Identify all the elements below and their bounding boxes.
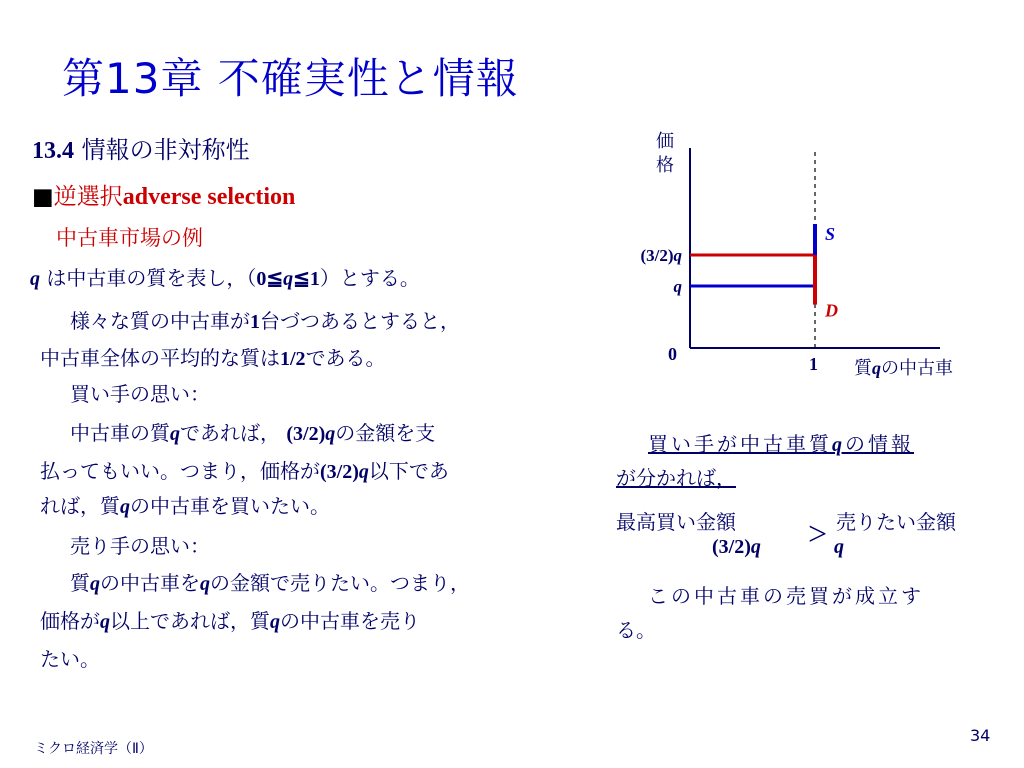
page-number: 34 — [970, 726, 991, 745]
right-line-4 — [712, 534, 761, 559]
x-tick-label: 1 — [809, 354, 818, 374]
body-line-10 — [40, 605, 420, 634]
y-tick-label-0: (3/2)q — [640, 246, 682, 265]
section-heading — [32, 130, 250, 165]
x-axis-label — [854, 358, 953, 379]
market-chart — [600, 120, 1020, 400]
series-label-D: D — [825, 300, 838, 321]
y-tick-label-1: q — [673, 277, 682, 296]
text: の中古車を買いたい。 — [130, 494, 330, 518]
body-line-4: 買い手の思い： — [70, 382, 210, 406]
text: 質 — [70, 571, 90, 595]
var-q: q — [90, 573, 100, 595]
var-q: q — [750, 536, 761, 558]
var-q: q — [120, 496, 130, 518]
right-line-6: る。 — [616, 618, 656, 642]
example-heading: 中古車市場の例 — [56, 226, 203, 250]
var-q: q — [270, 611, 280, 633]
text: である。 — [305, 346, 386, 370]
text: 0≦ — [256, 268, 284, 290]
text: 様々な質の中古車が — [70, 309, 250, 333]
text: の中古車を — [100, 571, 200, 595]
square-bullet-icon: ■ — [32, 184, 54, 210]
y-axis-label-2: 格 — [656, 155, 674, 176]
text: の金額で売りたい。つまり， — [210, 571, 470, 595]
body-line-1 — [30, 262, 420, 291]
body-line-7 — [40, 490, 330, 519]
var-q: q — [100, 611, 110, 633]
text: 買い手が中古車質 — [648, 432, 832, 456]
body-line-5 — [70, 417, 435, 446]
body-line-2 — [70, 305, 460, 334]
greater-than-sign: > — [808, 516, 828, 553]
var-q: q — [358, 461, 369, 483]
var-q: q — [30, 268, 40, 290]
x-axis-label-a: 質 — [854, 358, 872, 379]
section-number: 13.4 — [32, 138, 74, 164]
text: れば，質 — [40, 494, 120, 518]
body-line-9 — [70, 567, 470, 596]
right-line-2: が分かれば， — [616, 466, 736, 490]
text: の金額を支 — [335, 421, 436, 445]
text: 以上であれば，質 — [110, 609, 270, 633]
var-q: q — [283, 268, 294, 290]
var-q: q — [200, 573, 210, 595]
text: 1/2 — [280, 348, 306, 370]
var-q: q — [832, 434, 845, 456]
text: ≦1 — [293, 268, 320, 290]
topic-heading — [32, 178, 295, 211]
origin-label: 0 — [668, 344, 677, 364]
right-line-1 — [648, 428, 914, 457]
right-line-4b — [834, 534, 844, 559]
text: 価格が — [40, 609, 100, 633]
text: 中古車の質 — [70, 421, 170, 445]
topic-jp: 逆選択 — [53, 184, 123, 210]
x-axis-label-b: の中古車 — [881, 358, 953, 379]
var-q: q — [834, 536, 844, 558]
right-line-3a: 最高買い金額 — [616, 510, 736, 534]
footer-course: ミクロ経済学（Ⅱ） — [34, 741, 153, 757]
text: であれば， — [180, 421, 280, 445]
var-q: q — [872, 358, 881, 378]
slide-title: 第13章 不確実性と情報 — [62, 54, 519, 103]
body-line-11: たい。 — [40, 647, 100, 671]
text: は中古車の質を表し，（ — [46, 266, 257, 290]
text: (3/2) — [286, 423, 326, 445]
text: (3/2) — [712, 536, 751, 558]
text: (3/2) — [320, 461, 359, 483]
text: 中古車全体の平均的な質は — [40, 346, 280, 370]
text: の中古車を売り — [280, 609, 420, 633]
text: 台づつあるとすると， — [260, 309, 460, 333]
body-line-6 — [40, 455, 449, 484]
text: 1 — [250, 311, 260, 333]
section-title: 情報の非対称性 — [81, 136, 250, 164]
text: 以下であ — [368, 459, 449, 483]
text: ）とする。 — [319, 266, 420, 290]
text: の情報 — [845, 432, 914, 456]
series-label-S: S — [825, 224, 836, 244]
body-line-3 — [40, 342, 386, 371]
right-line-5: この中古車の売買が成立す — [648, 584, 924, 608]
body-line-8: 売り手の思い： — [70, 534, 210, 558]
topic-en: adverse selection — [122, 184, 296, 210]
y-axis-label-1: 価 — [656, 131, 674, 152]
text: 払ってもいい。つまり，価格が — [40, 459, 320, 483]
right-line-3b: 売りたい金額 — [836, 510, 956, 534]
var-q: q — [325, 423, 336, 445]
var-q: q — [170, 423, 180, 445]
